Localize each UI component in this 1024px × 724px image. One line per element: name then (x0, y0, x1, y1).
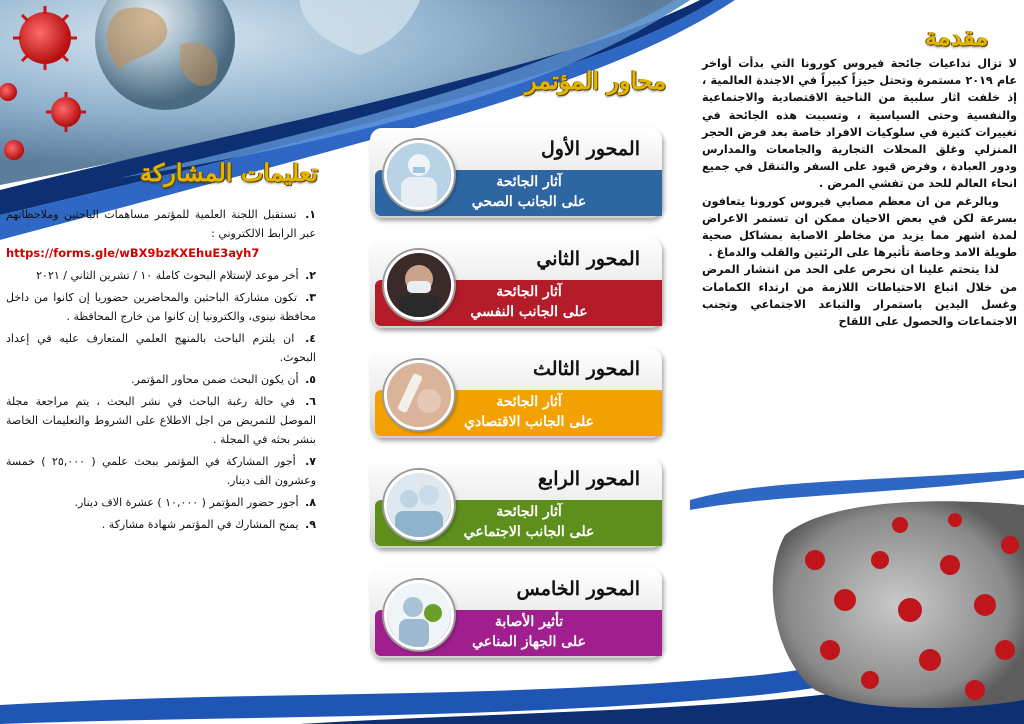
axis-title: المحور الرابع (537, 468, 640, 490)
rule-item (6, 452, 316, 490)
axis-line-1: تأثير الأصابة (494, 614, 564, 630)
rule-item (6, 493, 316, 512)
rule-number: ١. (305, 208, 317, 221)
axis-subtitle (434, 612, 624, 652)
rule-item (6, 288, 316, 326)
rule-number: ٩. (305, 518, 316, 531)
rule-text: يمنح المشارك في المؤتمر شهادة مشاركة . (101, 518, 299, 531)
vaccine-photo-icon (384, 360, 454, 430)
axis-line-1: آثار الجائحة (496, 174, 562, 190)
intro-heading: مقدمة (925, 22, 989, 51)
axis-line-1: آثار الجائحة (496, 394, 562, 410)
axis-card-4 (370, 458, 662, 548)
axis-line-1: آثار الجائحة (496, 504, 562, 520)
axis-subtitle (434, 282, 624, 322)
axis-title: المحور الثالث (533, 358, 640, 380)
doctor-photo-icon (384, 140, 454, 210)
axis-card-2 (370, 238, 662, 328)
axis-line-1: آثار الجائحة (496, 284, 562, 300)
rules-heading: تعليمات المشاركة (140, 158, 319, 187)
axis-subtitle (434, 502, 624, 542)
rule-text: أخر موعد لإستلام البحوث كاملة ١٠ / تشرين الثاني / ٢٠٢١ (36, 269, 299, 282)
rule-number: ٣. (305, 291, 316, 304)
axis-subtitle (434, 392, 624, 432)
intro-paragraph-2: وبالرغم من ان معظم مصابي فيروس كورونا يتعافون بسرعة لكن في بعض الاحيان ممكن ان تستمر الاعراض لمدة اشهر مما يزيد من مخاطر الاصابة بمشاكل صحية طويلة الامد وخاصة تأثيرها على الرئتين والقلب والدماغ . (702, 194, 1017, 260)
axes-heading: محاور المؤتمر (525, 66, 667, 95)
medical-staff-photo-icon (384, 470, 454, 540)
rule-text: تكون مشاركة الباحثين والمحاضرين حضوريا إن كانوا من داخل محافظة نينوى، والكترونيا إن كانوا من خارج المحافظة . (6, 291, 316, 323)
axis-title: المحور الثاني (536, 248, 640, 270)
intro-paragraph-3: لذا يتحتم علينا ان نحرص على الحد من انتشار المرض من خلال اتباع الاحتياطات اللازمة من ارتداء الكمامات وغسل اليدين باستمرار والتباعد الاجتماعي وتجنب الاجتماعات والحصول على اللقاح (702, 263, 1017, 329)
submission-link[interactable]: https://forms.gle/wBX9bzKXEhuE3ayh7 (6, 246, 260, 260)
masked-person-photo-icon (384, 250, 454, 320)
axis-title: المحور الخامس (516, 578, 640, 600)
rule-item (6, 370, 316, 389)
rule-number: ٥. (305, 373, 316, 386)
intro-paragraph-1: لا تزال تداعيات جائحة فيروس كورونا التي بدأت أواخر عام ٢٠١٩ مستمرة وتحتل حيزاً كبيراً في الاجندة العالمية ، إذ خلفت اثار سلبية من الناحية الاقتصادية والاجتماعية والنفسية وحتى السياسية ، وتسببت هذه الجائحة في تغييرات كثيرة في سلوكيات الافراد خاصة بعد فرض الحجر المنزلي وغلق المحلات التجارية والجامعات والمدارس ودور العبادة ، وفرض قيود على السفر والتنقل في جميع انحاء العالم للحد من تفشي المرض . (702, 57, 1017, 191)
axis-line-2: على الجانب الاقتصادي (464, 414, 594, 430)
axis-card-5 (370, 568, 662, 658)
rule-number: ٢. (305, 269, 316, 282)
axis-line-2: على الجانب الصحي (471, 194, 587, 210)
rule-item (6, 392, 316, 449)
rule-number: ٨. (305, 496, 316, 509)
rule-item (6, 515, 316, 534)
rule-item (6, 329, 316, 367)
immune-shield-photo-icon (384, 580, 454, 650)
intro-text (702, 55, 1017, 330)
rule-text: أجور المشاركة في المؤتمر ببحث علمي ( ٢٥,٠٠٠ ) خمسة وعشرون الف دينار. (6, 455, 316, 487)
axis-card-3 (370, 348, 662, 438)
rule-number: ٤. (305, 332, 317, 345)
rule-item (6, 266, 316, 285)
axis-line-2: على الجانب الاجتماعي (463, 524, 595, 540)
axis-line-2: على الجهاز المناعي (472, 634, 586, 650)
axis-subtitle (434, 172, 624, 212)
axis-line-2: على الجانب النفسي (470, 304, 588, 320)
rule-text: ان يلتزم الباحث بالمنهج العلمي المتعارف عليه في إعداد البحوث. (6, 332, 316, 364)
rule-text: أن يكون البحث ضمن محاور المؤتمر. (130, 373, 299, 386)
rule-item (6, 205, 316, 263)
rule-number: ٦. (305, 395, 316, 408)
rule-text: أجور حضور المؤتمر ( ١٠,٠٠٠ ) عشرة الاف دينار. (74, 496, 299, 509)
rule-number: ٧. (305, 455, 317, 468)
rules-list (6, 205, 316, 537)
axis-card-1 (370, 128, 662, 218)
rule-text: تستقبل اللجنة العلمية للمؤتمر مساهمات الباحثين وملاحظاتهم عبر الرابط الالكتروني : (6, 208, 316, 240)
rule-text: في حالة رغبة الباحث في نشر البحث ، يتم مراجعة مجلة الموصل للتمريض من اجل الاطلاع على الشروط والتعليمات الخاصة بنشر بحثه في المجلة . (6, 395, 316, 446)
axis-title: المحور الأول (540, 138, 640, 160)
